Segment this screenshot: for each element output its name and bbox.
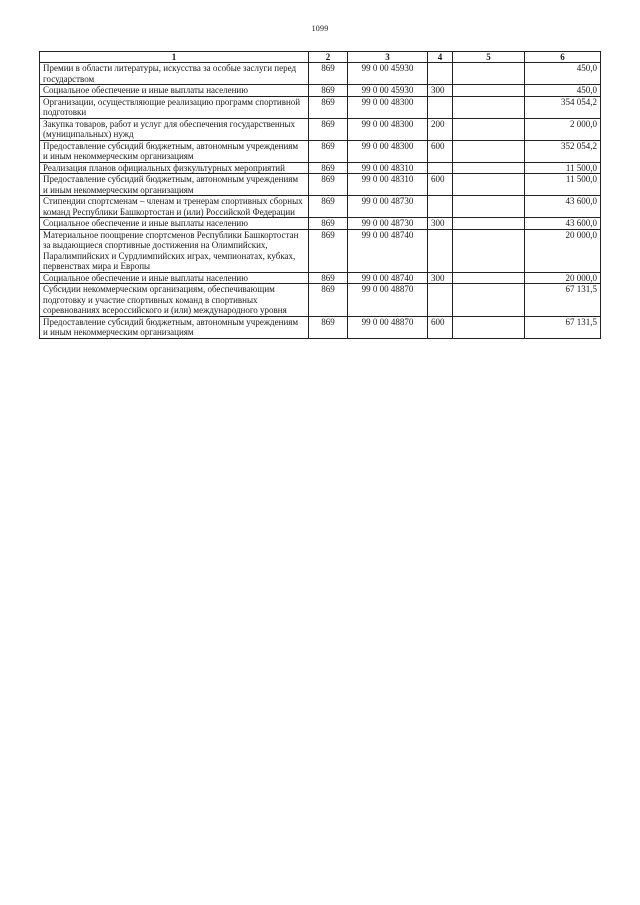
row-amount: 352 054,2 (525, 140, 601, 162)
row-target-article: 99 0 00 48310 (348, 174, 428, 196)
table-row (40, 140, 601, 162)
row-expense-type (428, 63, 453, 85)
table-row (40, 218, 601, 230)
row-amount: 354 054,2 (525, 96, 601, 118)
row-ministry-code: 869 (309, 229, 348, 272)
row-amount: 450,0 (525, 63, 601, 85)
table-header-row (40, 52, 601, 63)
row-expense-type (428, 162, 453, 174)
table-row (40, 174, 601, 196)
row-expense-type (428, 229, 453, 272)
row-ministry-code: 869 (309, 140, 348, 162)
row-col-5 (453, 316, 525, 338)
table-row (40, 118, 601, 140)
row-name: Стипендии спортсменам – членам и тренерам спортивных сборных команд Республики Башкортостан и (или) Российской Федерации (40, 196, 309, 218)
row-col-5 (453, 229, 525, 272)
header-col-6: 6 (525, 52, 601, 63)
row-target-article: 99 0 00 48730 (348, 218, 428, 230)
row-col-5 (453, 174, 525, 196)
row-amount: 43 600,0 (525, 218, 601, 230)
row-amount: 20 000,0 (525, 229, 601, 272)
row-ministry-code: 869 (309, 196, 348, 218)
row-name: Предоставление субсидий бюджетным, автономным учреждениям и иным некоммерческим организациям (40, 174, 309, 196)
row-target-article: 99 0 00 48300 (348, 118, 428, 140)
row-name: Премии в области литературы, искусства за особые заслуги перед государством (40, 63, 309, 85)
row-target-article: 99 0 00 48300 (348, 140, 428, 162)
row-expense-type: 600 (428, 316, 453, 338)
budget-table (39, 51, 601, 339)
row-name: Социальное обеспечение и иные выплаты населению (40, 218, 309, 230)
row-col-5 (453, 85, 525, 97)
row-amount: 43 600,0 (525, 196, 601, 218)
row-name: Социальное обеспечение и иные выплаты населению (40, 272, 309, 284)
row-name: Предоставление субсидий бюджетным, автономным учреждениям и иным некоммерческим организациям (40, 140, 309, 162)
row-col-5 (453, 96, 525, 118)
row-target-article: 99 0 00 48300 (348, 96, 428, 118)
table-row (40, 63, 601, 85)
row-ministry-code: 869 (309, 218, 348, 230)
row-expense-type: 300 (428, 218, 453, 230)
row-target-article: 99 0 00 45930 (348, 63, 428, 85)
row-expense-type: 600 (428, 174, 453, 196)
row-target-article: 99 0 00 48740 (348, 229, 428, 272)
table-row (40, 196, 601, 218)
row-ministry-code: 869 (309, 272, 348, 284)
row-target-article: 99 0 00 48870 (348, 284, 428, 317)
row-ministry-code: 869 (309, 162, 348, 174)
table-row (40, 316, 601, 338)
row-expense-type: 200 (428, 118, 453, 140)
row-expense-type: 600 (428, 140, 453, 162)
table-row (40, 85, 601, 97)
header-col-2: 2 (309, 52, 348, 63)
row-amount: 2 000,0 (525, 118, 601, 140)
table-row (40, 162, 601, 174)
row-col-5 (453, 196, 525, 218)
row-ministry-code: 869 (309, 284, 348, 317)
row-col-5 (453, 63, 525, 85)
row-target-article: 99 0 00 48310 (348, 162, 428, 174)
row-col-5 (453, 118, 525, 140)
row-expense-type (428, 284, 453, 317)
row-expense-type: 300 (428, 272, 453, 284)
row-name: Социальное обеспечение и иные выплаты населению (40, 85, 309, 97)
table-row (40, 229, 601, 272)
row-amount: 20 000,0 (525, 272, 601, 284)
row-ministry-code: 869 (309, 96, 348, 118)
row-name: Субсидии некоммерческим организациям, обеспечивающим подготовку и участие спортивных команд в спортивных соревнованиях всероссийского и (или) международного уровня (40, 284, 309, 317)
table-row (40, 284, 601, 317)
row-amount: 67 131,5 (525, 284, 601, 317)
row-col-5 (453, 162, 525, 174)
row-name: Реализация планов официальных физкультурных мероприятий (40, 162, 309, 174)
row-target-article: 99 0 00 45930 (348, 85, 428, 97)
row-amount: 450,0 (525, 85, 601, 97)
row-ministry-code: 869 (309, 85, 348, 97)
row-name: Материальное поощрение спортсменов Республики Башкортостан за выдающиеся спортивные достижения на Олимпийских, Паралимпийских и Сурдлимпийских играх, чемпионатах, кубках, первенствах мира и Европы (40, 229, 309, 272)
page-number: 1099 (311, 24, 329, 33)
row-col-5 (453, 218, 525, 230)
row-expense-type (428, 96, 453, 118)
row-col-5 (453, 284, 525, 317)
row-ministry-code: 869 (309, 118, 348, 140)
row-ministry-code: 869 (309, 63, 348, 85)
row-target-article: 99 0 00 48730 (348, 196, 428, 218)
table-row (40, 272, 601, 284)
row-ministry-code: 869 (309, 174, 348, 196)
header-col-1: 1 (40, 52, 309, 63)
row-expense-type: 300 (428, 85, 453, 97)
row-amount: 67 131,5 (525, 316, 601, 338)
row-ministry-code: 869 (309, 316, 348, 338)
row-target-article: 99 0 00 48740 (348, 272, 428, 284)
header-col-4: 4 (428, 52, 453, 63)
row-amount: 11 500,0 (525, 174, 601, 196)
row-target-article: 99 0 00 48870 (348, 316, 428, 338)
table-row (40, 96, 601, 118)
header-col-3: 3 (348, 52, 428, 63)
row-name: Организации, осуществляющие реализацию программ спортивной подготовки (40, 96, 309, 118)
header-col-5: 5 (453, 52, 525, 63)
row-expense-type (428, 196, 453, 218)
row-col-5 (453, 272, 525, 284)
row-amount: 11 500,0 (525, 162, 601, 174)
row-name: Закупка товаров, работ и услуг для обеспечения государственных (муниципальных) нужд (40, 118, 309, 140)
row-col-5 (453, 140, 525, 162)
row-name: Предоставление субсидий бюджетным, автономным учреждениям и иным некоммерческим организациям (40, 316, 309, 338)
